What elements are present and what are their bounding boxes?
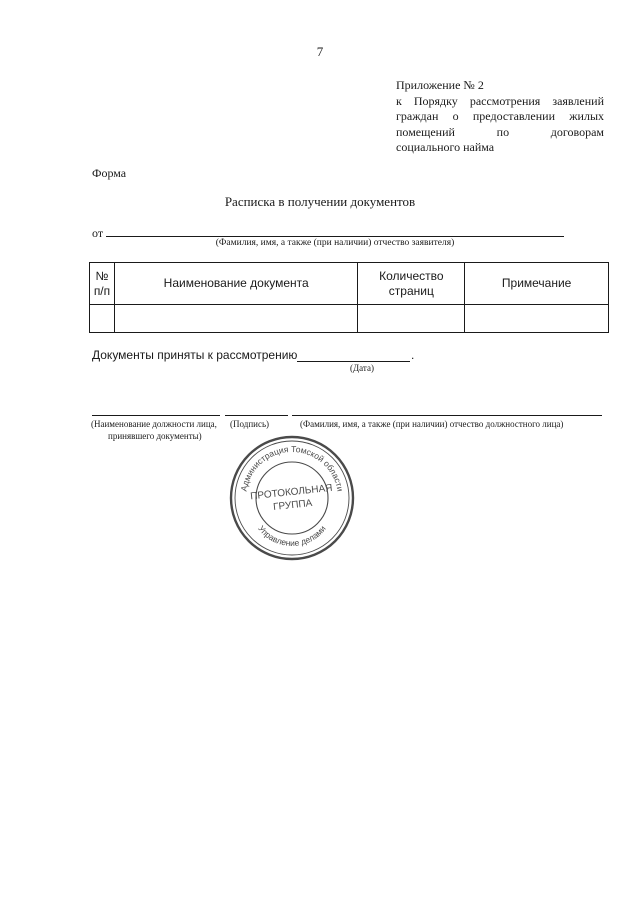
table-cell[interactable] <box>358 305 465 333</box>
appendix-line-3: граждан о предоставлении жилых <box>396 109 604 123</box>
form-label: Форма <box>92 166 127 180</box>
documents-table <box>89 262 609 333</box>
appendix-line-1: Приложение № 2 <box>396 78 484 92</box>
document-title: Расписка в получении документов <box>224 194 416 209</box>
date-caption: (Дата) <box>350 363 374 373</box>
stamp-outer-bottom-text: Управление делами <box>256 523 328 549</box>
stamp-center-line-1: ПРОТОКОЛЬНАЯ <box>249 482 334 503</box>
stamp-outer-top-text: Администрация Томской области <box>238 443 346 493</box>
position-caption-line-1: (Наименование должности лица, <box>91 419 217 429</box>
appendix-line-2: к Порядку рассмотрения заявлений <box>396 93 604 108</box>
table-cell[interactable] <box>465 305 609 333</box>
table-row <box>90 305 609 333</box>
official-name-caption: (Фамилия, имя, а также (при наличии) отчество должностного лица) <box>300 419 564 429</box>
date-fill-line[interactable] <box>297 361 410 362</box>
appendix-line-4: помещений по договорам <box>396 124 604 139</box>
column-header-number: № п/п <box>90 263 115 305</box>
stamp-center-line-2: ГРУППА <box>272 497 313 513</box>
column-header-document-name: Наименование документа <box>114 263 357 305</box>
table-cell[interactable] <box>114 305 357 333</box>
position-fill-line[interactable] <box>92 415 220 416</box>
position-caption <box>91 418 217 442</box>
column-header-note: Примечание <box>465 263 609 305</box>
official-name-fill-line[interactable] <box>292 415 602 416</box>
from-label: от <box>92 226 104 240</box>
signature-caption: (Подпись) <box>230 419 270 429</box>
table-cell[interactable] <box>90 305 115 333</box>
appendix-header <box>396 78 604 156</box>
table-header-row <box>90 263 609 305</box>
from-caption: (Фамилия, имя, а также (при наличии) отчество заявителя) <box>215 238 455 248</box>
page-number: 7 <box>316 44 324 59</box>
date-dot: . <box>411 348 415 362</box>
accepted-text: Документы приняты к рассмотрению <box>92 348 298 362</box>
column-header-page-count: Количество страниц <box>358 263 465 305</box>
position-caption-line-2: принявшего документы) <box>108 431 202 441</box>
appendix-line-5: социального найма <box>396 140 495 154</box>
signature-fill-line[interactable] <box>225 415 288 416</box>
from-fill-line[interactable] <box>106 236 564 237</box>
official-stamp <box>228 434 356 562</box>
